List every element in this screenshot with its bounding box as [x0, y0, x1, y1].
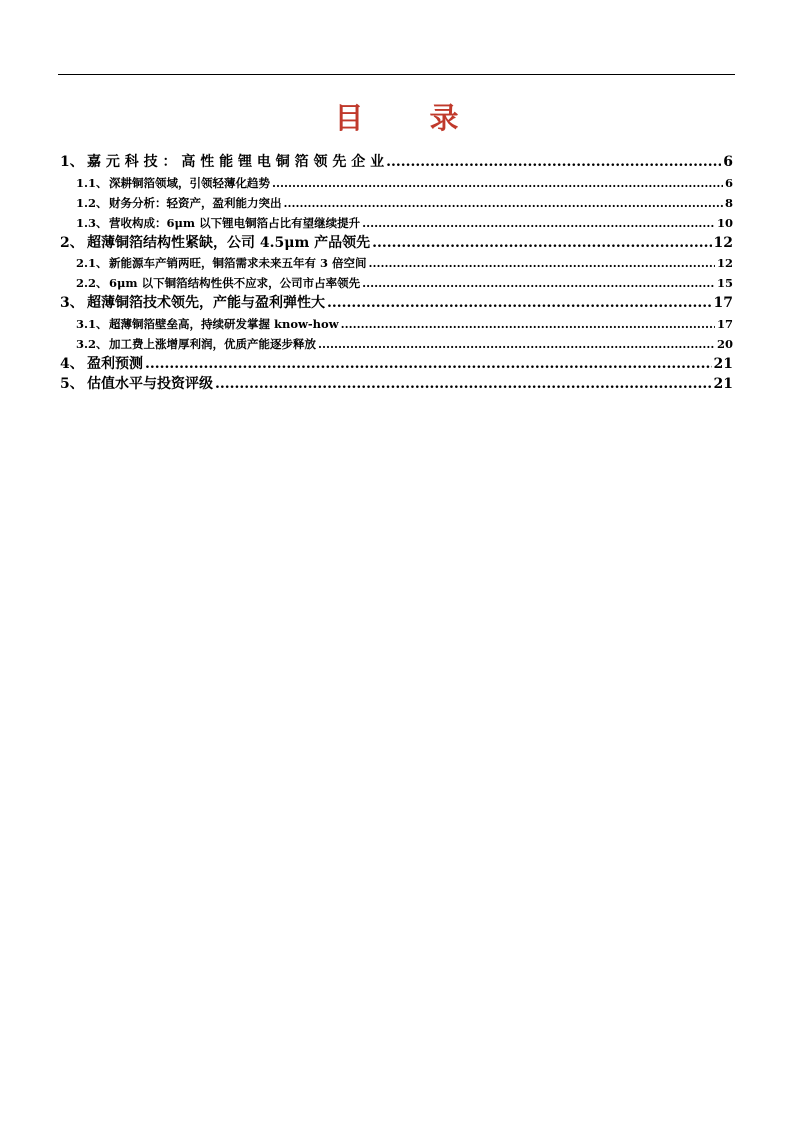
toc-entry-number: 3.1、: [76, 316, 108, 331]
toc-entry-text: 财务分析：轻资产，盈利能力突出: [109, 195, 282, 210]
toc-title: 目 录: [334, 101, 487, 135]
toc-leader-dots: [386, 152, 721, 173]
toc-entry-page: 6: [724, 175, 733, 190]
toc-entry-page: 10: [716, 215, 733, 230]
toc-entry-page: 6: [723, 154, 733, 170]
toc-entry-number: 1.3、: [76, 215, 108, 230]
toc-leader-dots: [372, 233, 711, 254]
toc-entry-text: 估值水平与投资评级: [87, 376, 213, 392]
toc-entry-text: 超薄铜箔技术领先，产能与盈利弹性大: [87, 295, 325, 311]
toc-leader-dots: [272, 173, 723, 193]
toc-entry-page: 20: [716, 336, 733, 351]
toc-entry-page: 12: [716, 256, 733, 270]
toc-entry-1-3[interactable]: [60, 213, 733, 233]
toc-entry-text: 深耕铜箔领域，引领轻薄化趋势: [109, 175, 270, 190]
toc-entry-1[interactable]: [60, 152, 733, 173]
toc-entry-number: 2.1、: [76, 256, 108, 270]
toc-entry-4[interactable]: [60, 354, 733, 375]
toc-entry-2[interactable]: [60, 233, 733, 254]
toc-entry-number: 1.2、: [76, 195, 108, 210]
toc-entry-1-1[interactable]: [60, 173, 733, 193]
toc-entry-number: 3、: [60, 295, 84, 311]
toc-entry-text: 超薄铜箔壁垒高，持续研发掌握 know-how: [109, 316, 339, 331]
toc-entry-number: 5、: [60, 376, 84, 392]
toc-entry-number: 3.2、: [76, 336, 108, 351]
toc-entry-text: 盈利预测: [87, 355, 143, 372]
toc-entry-3[interactable]: [60, 293, 733, 314]
toc-entry-5[interactable]: [60, 374, 733, 395]
toc-leader-dots: [145, 354, 712, 375]
toc-entry-2-2[interactable]: [60, 273, 733, 293]
toc-entry-number: 1、: [60, 154, 84, 170]
toc-leader-dots: [215, 374, 712, 395]
toc-entry-page: 15: [716, 276, 733, 290]
toc-entry-page: 8: [724, 195, 733, 210]
toc-leader-dots: [318, 334, 715, 354]
toc-entry-page: 21: [713, 376, 733, 392]
toc-entry-3-1[interactable]: [60, 314, 733, 334]
toc-entry-text: 新能源车产销两旺，铜箔需求未来五年有 3 倍空间: [109, 256, 367, 270]
toc-entry-page: 21: [713, 355, 733, 372]
toc-entry-3-2[interactable]: [60, 334, 733, 354]
toc-leader-dots: [327, 293, 712, 314]
toc-entry-text: 6μm 以下铜箔结构性供不应求，公司市占率领先: [109, 276, 361, 290]
toc-leader-dots: [284, 193, 723, 213]
toc-leader-dots: [369, 253, 715, 273]
toc-leader-dots: [362, 273, 715, 293]
toc-entry-number: 2.2、: [76, 276, 108, 290]
header-rule: [58, 74, 735, 75]
toc-entry-number: 1.1、: [76, 175, 108, 190]
table-of-contents: [60, 152, 733, 395]
toc-entry-text: 加工费上涨增厚利润，优质产能逐步释放: [109, 336, 316, 351]
toc-entry-page: 12: [713, 234, 733, 251]
toc-leader-dots: [362, 213, 715, 233]
toc-entry-page: 17: [713, 295, 733, 311]
toc-entry-number: 2、: [60, 234, 84, 251]
toc-entry-number: 4、: [60, 355, 84, 372]
toc-entry-text: 超薄铜箔结构性紧缺，公司 4.5μm 产品领先: [87, 234, 371, 251]
toc-entry-text: 营收构成：6μm 以下锂电铜箔占比有望继续提升: [109, 215, 361, 230]
toc-entry-page: 17: [716, 316, 733, 331]
toc-leader-dots: [341, 314, 715, 334]
toc-entry-1-2[interactable]: [60, 193, 733, 213]
toc-entry-2-1[interactable]: [60, 253, 733, 273]
toc-entry-text: 嘉 元 科 技 ： 高 性 能 锂 电 铜 箔 领 先 企 业: [87, 154, 385, 170]
